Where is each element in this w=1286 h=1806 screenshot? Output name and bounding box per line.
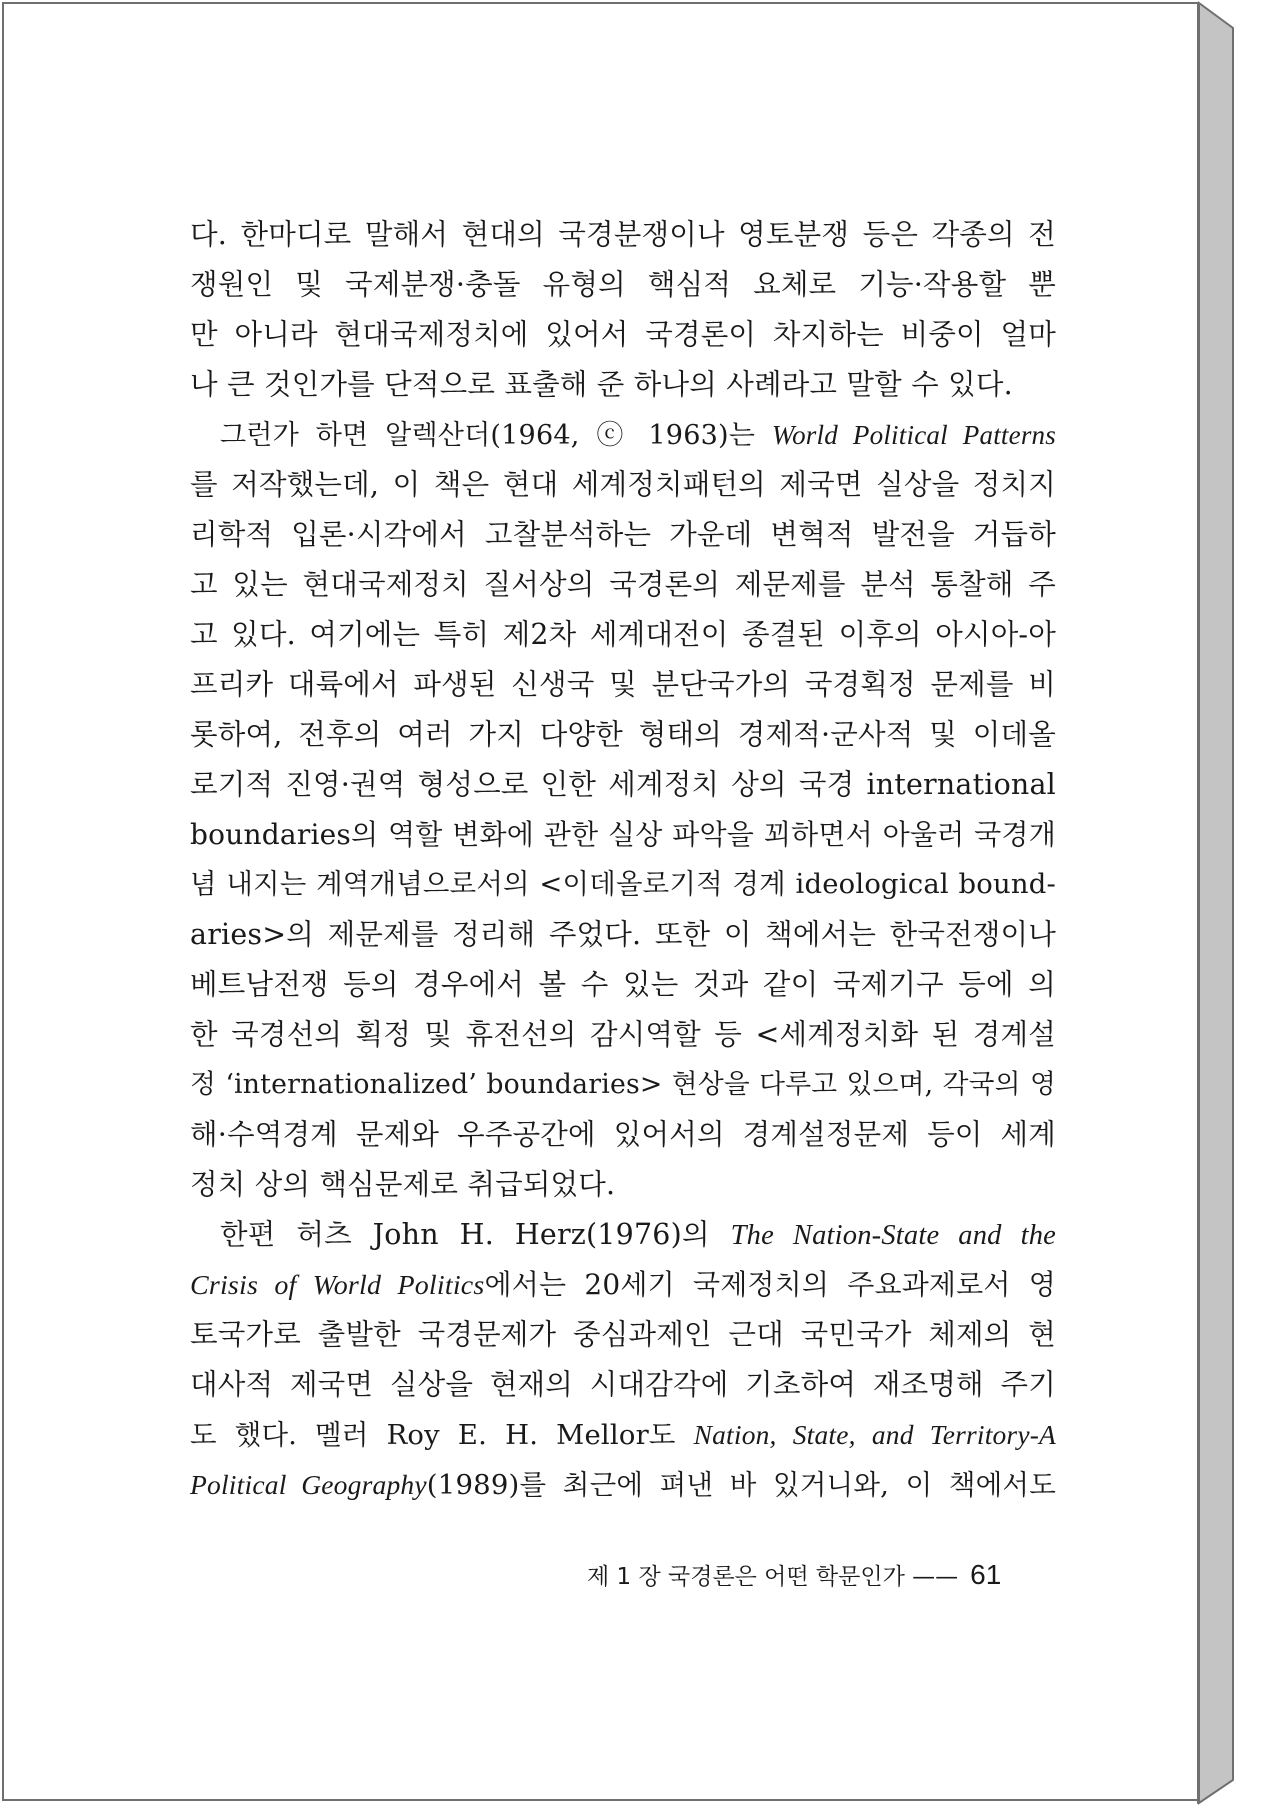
text-line: 를 저작했는데, 이 책은 현대 세계정치패턴의 제국면 실상을 정치지 xyxy=(190,468,1056,501)
text-line: 념 내지는 계역개념으로서의 <이데올로기적 경계 ideological bound- xyxy=(190,869,1056,900)
text-line xyxy=(190,1260,1056,1310)
text-run: 한편 허츠 John H. Herz(1976)의 xyxy=(220,1218,731,1251)
text-line: 나 큰 것인가를 단적으로 표출해 준 하나의 사례라고 말할 수 있다. xyxy=(190,368,1013,401)
text-run: 도 했다. 멜러 Roy E. H. Mellor도 xyxy=(190,1420,694,1451)
text-line: 정 ‘internationalized’ boundaries> 현상을 다루고 있으며, 각국의 영 xyxy=(190,1069,1056,1100)
italic-title: Nation, State, and Territory-A xyxy=(693,1420,1056,1450)
text-line xyxy=(190,410,1056,460)
text-line: 롯하여, 전후의 여러 가지 다양한 형태의 경제적·군사적 및 이데올 xyxy=(190,718,1056,751)
italic-title: Crisis of World Politics xyxy=(190,1270,485,1301)
text-line: aries>의 제문제를 정리해 주었다. 또한 이 책에서는 한국전쟁이나 xyxy=(190,918,1056,951)
text-line: 쟁원인 및 국제분쟁·충돌 유형의 핵심적 요체로 기능·작용할 뿐 xyxy=(190,268,1056,301)
text-line xyxy=(190,1410,1056,1460)
text-line xyxy=(190,1210,1056,1260)
italic-title: The Nation-State and the xyxy=(730,1220,1056,1251)
text-line: 대사적 제국면 실상을 현재의 시대감각에 기초하여 재조명해 주기 xyxy=(190,1368,1056,1401)
text-line: 만 아니라 현대국제정치에 있어서 국경론이 차지하는 비중이 얼마 xyxy=(190,318,1056,351)
text-run: 그런가 하면 알렉산더(1964, ⓒ 1963)는 xyxy=(220,420,772,451)
text-run: (1989)를 최근에 펴낸 바 있거니와, 이 책에서도 xyxy=(426,1469,1056,1501)
text-line xyxy=(190,1460,1056,1510)
page-number: 61 xyxy=(970,1559,1002,1590)
text-line: 프리카 대륙에서 파생된 신생국 및 분단국가의 국경획정 문제를 비 xyxy=(190,668,1056,701)
text-line: boundaries의 역할 변화에 관한 실상 파악을 꾀하면서 아울러 국경개 xyxy=(190,818,1056,851)
italic-title: Political Geography xyxy=(190,1469,427,1500)
text-line: 토국가로 출발한 국경문제가 중심과제인 근대 국민국가 체제의 현 xyxy=(190,1318,1056,1351)
text-line: 정치 상의 핵심문제로 취급되었다. xyxy=(190,1168,616,1201)
text-line: 한 국경선의 획정 및 휴전선의 감시역할 등 <세계정치화 된 경계설 xyxy=(190,1018,1056,1051)
text-run: 에서는 20세기 국제정치의 주요과제로서 영 xyxy=(484,1268,1056,1301)
text-line: 리학적 입론·시각에서 고찰분석하는 가운데 변혁적 발전을 거듭하 xyxy=(190,518,1056,551)
text-line: 해·수역경계 문제와 우주공간에 있어서의 경계설정문제 등이 세계 xyxy=(190,1118,1056,1151)
chapter-title: 제 1 장 국경론은 어떤 학문인가 —— xyxy=(587,1564,959,1590)
text-line: 고 있다. 여기에는 특히 제2차 세계대전이 종결된 이후의 아시아-아 xyxy=(190,618,1056,651)
text-line: 고 있는 현대국제정치 질서상의 국경론의 제문제를 분석 통찰해 주 xyxy=(190,568,1056,601)
text-line: 로기적 진영·권역 형성으로 인한 세계정치 상의 국경 international xyxy=(190,768,1056,801)
running-footer xyxy=(587,1558,1027,1591)
body-text xyxy=(190,210,1056,1510)
text-line: 베트남전쟁 등의 경우에서 볼 수 있는 것과 같이 국제기구 등에 의 xyxy=(190,968,1056,1001)
italic-title: World Political Patterns xyxy=(771,420,1056,450)
text-line: 다. 한마디로 말해서 현대의 국경분쟁이나 영토분쟁 등은 각종의 전 xyxy=(190,218,1056,251)
